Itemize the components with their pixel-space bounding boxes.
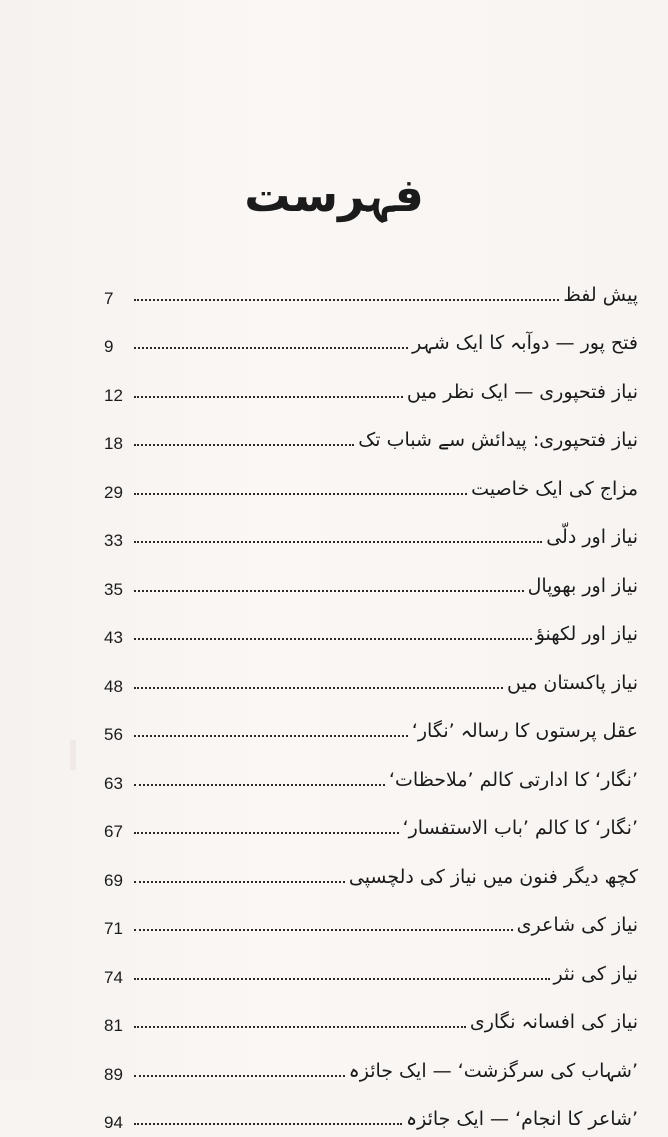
toc-entry-page-number: 18 bbox=[104, 434, 128, 458]
toc-entry bbox=[104, 1089, 638, 1137]
dot-leader bbox=[134, 347, 408, 349]
toc-entry bbox=[104, 361, 638, 410]
toc-entry-page-number: 56 bbox=[104, 725, 128, 749]
dot-leader bbox=[134, 299, 559, 301]
toc-entry-title: ’شہاب کی سرگزشت‘ — ایک جائزہ bbox=[345, 1059, 638, 1089]
toc-entry bbox=[104, 1040, 638, 1089]
dot-leader bbox=[134, 396, 403, 398]
toc-entry-page-number: 67 bbox=[104, 822, 128, 846]
toc-entry-page-number: 7 bbox=[104, 289, 128, 313]
dot-leader bbox=[134, 493, 467, 495]
toc-entry-title: نیاز فتحپوری — ایک نظر میں bbox=[403, 380, 638, 410]
toc-entry-title: نیاز فتحپوری: پیدائش سے شباب تک bbox=[354, 428, 638, 458]
toc-entry-title: نیاز اور بھوپال bbox=[524, 574, 638, 604]
toc-entry-title: کچھ دیگر فنون میں نیاز کی دلچسپی bbox=[345, 865, 638, 895]
toc-entry-page-number: 89 bbox=[104, 1065, 128, 1089]
toc-entry bbox=[104, 604, 638, 653]
toc-entry bbox=[104, 555, 638, 604]
toc-entry-page-number: 29 bbox=[104, 483, 128, 507]
toc-entry-page-number: 63 bbox=[104, 774, 128, 798]
toc-entry bbox=[104, 895, 638, 944]
toc-entry bbox=[104, 264, 638, 313]
dot-leader bbox=[134, 541, 542, 543]
toc-entry-title: عقل پرستوں کا رسالہ ’نگار‘ bbox=[408, 719, 638, 749]
toc-entry bbox=[104, 701, 638, 750]
dot-leader bbox=[134, 590, 524, 592]
toc-entry-title: نیاز اور لکھنؤ bbox=[532, 622, 638, 652]
toc-entry-page-number: 81 bbox=[104, 1016, 128, 1040]
dot-leader bbox=[134, 735, 408, 737]
toc-entry-page-number: 12 bbox=[104, 386, 128, 410]
dot-leader bbox=[134, 929, 513, 931]
toc-entry-page-number: 94 bbox=[104, 1113, 128, 1137]
toc-entry bbox=[104, 458, 638, 507]
toc-entry-page-number: 43 bbox=[104, 628, 128, 652]
toc-entry-title: نیاز کی افسانہ نگاری bbox=[466, 1010, 638, 1040]
toc-entry-page-number: 35 bbox=[104, 580, 128, 604]
toc-entry-page-number: 33 bbox=[104, 531, 128, 555]
dot-leader bbox=[134, 832, 399, 834]
toc-entry-title: ’نگار‘ کا کالم ’باب الاستفسار‘ bbox=[399, 816, 638, 846]
toc-entry-title: نیاز پاکستان میں bbox=[503, 671, 638, 701]
toc-entry-title: نیاز اور دلّی bbox=[542, 525, 638, 555]
page-title: فہرست bbox=[0, 168, 668, 222]
toc-entry-title: نیاز کی شاعری bbox=[513, 913, 638, 943]
toc-entry bbox=[104, 410, 638, 459]
dot-leader bbox=[134, 638, 532, 640]
toc-entry bbox=[104, 943, 638, 992]
toc-entry bbox=[104, 749, 638, 798]
dot-leader bbox=[134, 978, 550, 980]
toc-entry-title: فتح پور — دوآبہ کا ایک شہر bbox=[408, 331, 638, 361]
toc-entry-page-number: 71 bbox=[104, 919, 128, 943]
dot-leader bbox=[134, 1123, 402, 1125]
toc-entry bbox=[104, 313, 638, 362]
toc-entry-title: نیاز کی نثر bbox=[550, 962, 638, 992]
dot-leader bbox=[134, 881, 345, 883]
dot-leader bbox=[134, 444, 354, 446]
dot-leader bbox=[134, 1075, 345, 1077]
toc-entry-page-number: 69 bbox=[104, 871, 128, 895]
toc-entry-title: مزاج کی ایک خاصیت bbox=[467, 477, 638, 507]
toc-entry-title: ’نگار‘ کا ادارتی کالم ’ملاحظات‘ bbox=[385, 768, 638, 798]
toc-entry bbox=[104, 992, 638, 1041]
page-smudge bbox=[70, 740, 76, 770]
toc-entry-title: ’شاعر کا انجام‘ — ایک جائزہ bbox=[402, 1107, 638, 1137]
table-of-contents bbox=[104, 264, 638, 1137]
dot-leader bbox=[134, 687, 503, 689]
dot-leader bbox=[134, 784, 385, 786]
toc-entry bbox=[104, 507, 638, 556]
toc-entry bbox=[104, 652, 638, 701]
toc-entry-page-number: 48 bbox=[104, 677, 128, 701]
toc-entry-page-number: 9 bbox=[104, 337, 128, 361]
toc-entry-page-number: 74 bbox=[104, 968, 128, 992]
toc-entry bbox=[104, 846, 638, 895]
dot-leader bbox=[134, 1026, 466, 1028]
toc-entry bbox=[104, 798, 638, 847]
toc-entry-title: پیش لفظ bbox=[559, 283, 638, 313]
